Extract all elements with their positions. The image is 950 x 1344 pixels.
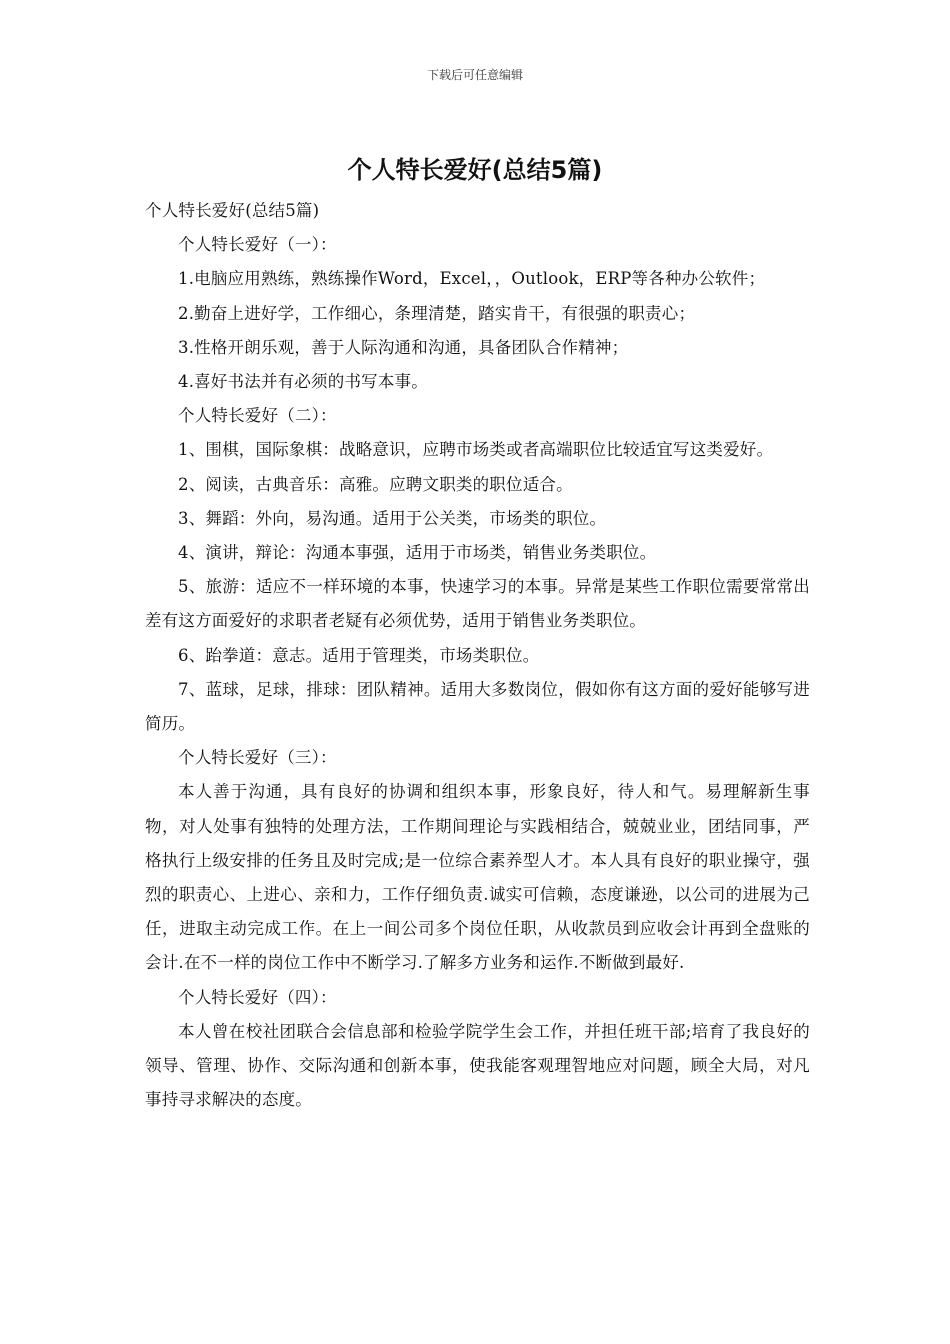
list-item: 5、旅游：适应不一样环境的本事，快速学习的本事。异常是某些工作职位需要常常出差有这方面爱好的求职者老疑有必须优势，适用于销售业务类职位。 xyxy=(145,577,810,631)
document-body xyxy=(145,194,810,1117)
section-heading: 个人特长爱好（二）： xyxy=(178,406,337,426)
list-item: 2.勤奋上进好学，工作细心，条理清楚，踏实肯干，有很强的职责心； xyxy=(178,303,696,323)
list-item: 1、围棋，国际象棋：战略意识，应聘市场类或者高端职位比较适宜写这类爱好。 xyxy=(178,440,774,460)
body-paragraph: 个人特长爱好(总结5篇) xyxy=(145,201,320,220)
section-heading: 个人特长爱好（三）： xyxy=(178,748,337,768)
document-title: 个人特长爱好(总结5篇) xyxy=(347,156,603,184)
body-paragraph: 本人善于沟通，具有良好的协调和组织本事，形象良好，待人和气。易理解新生事物，对人处事有独特的处理方法，工作期间理论与实践相结合，兢兢业业，团结同事，严格执行上级安排的任务且及时完成;是一位综合素养型人才。本人具有良好的职业操守，强烈的职责心、上进心、亲和力，工作仔细负责.诚实可信赖，态度谦逊，以公司的进展为己任，进取主动完成工作。在上一间公司多个岗位任职，从收款员到应收会计再到全盘账的会计.在不一样的岗位工作中不断学习.了解多方业务和运作.不断做到最好. xyxy=(145,782,810,973)
list-item: 4.喜好书法并有必须的书写本事。 xyxy=(178,372,428,392)
list-item: 2、阅读，古典音乐：高雅。应聘文职类的职位适合。 xyxy=(178,474,573,494)
list-item: 3、舞蹈：外向，易沟通。适用于公关类，市场类的职位。 xyxy=(178,508,607,528)
list-item: 7、蓝球，足球，排球：团队精神。适用大多数岗位，假如你有这方面的爱好能够写进简历。 xyxy=(145,679,810,734)
body-paragraph: 本人曾在校社团联合会信息部和检验学院学生会工作，并担任班干部;培育了我良好的领导、管理、协作、交际沟通和创新本事，使我能客观理智地应对问题，顾全大局，对凡事持寻求解决的态度。 xyxy=(145,1021,810,1110)
list-item: 4、演讲，辩论：沟通本事强，适用于市场类，销售业务类职位。 xyxy=(178,543,657,563)
list-item: 6、跆拳道：意志。适用于管理类，市场类职位。 xyxy=(178,645,540,665)
header-note: 下载后可任意编辑 xyxy=(426,68,523,82)
section-heading: 个人特长爱好（四）： xyxy=(178,987,337,1007)
list-item: 3.性格开朗乐观，善于人际沟通和沟通，具备团队合作精神； xyxy=(178,337,629,357)
section-heading: 个人特长爱好（一）： xyxy=(178,235,337,255)
list-item: 1.电脑应用熟练，熟练操作Word，Excel，，Outlook，ERP等各种办公软件； xyxy=(178,269,766,289)
